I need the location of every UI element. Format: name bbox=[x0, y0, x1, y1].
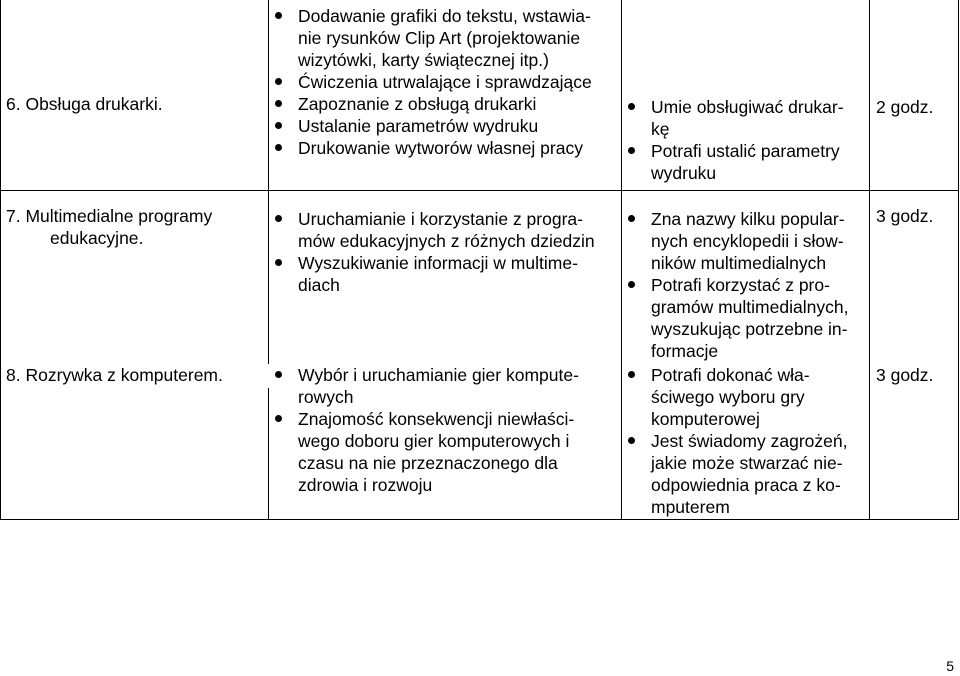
column-divider-1b bbox=[268, 388, 269, 520]
table-border-left bbox=[0, 0, 1, 520]
list-item: Potrafi ustalić parametry wydruku bbox=[627, 140, 844, 184]
list-item: Ćwiczenia utrwalające i sprawdzające bbox=[274, 71, 592, 93]
list-item: Ustalanie parametrów wydruku bbox=[274, 115, 583, 137]
column-divider-3 bbox=[869, 0, 870, 520]
list-item: Zna nazwy kilku popular- nych encyklopedii i słow- ników multimedialnych bbox=[627, 208, 848, 274]
list-item: Uruchamianie i korzystanie z progra- mów edukacyjnych z różnych dziedzin bbox=[274, 208, 595, 252]
table-border-bottom bbox=[0, 519, 959, 520]
row-divider bbox=[0, 190, 959, 191]
list-item: Dodawanie grafiki do tekstu, wstawia- nie rysunków Clip Art (projektowanie wizytówki, karty świątecznej itp.) bbox=[274, 5, 592, 71]
list-item: Jest świadomy zagrożeń, jakie może stwarzać nie- odpowiednia praca z ko- mputerem bbox=[627, 430, 847, 518]
column-divider-1 bbox=[268, 0, 269, 364]
row-2-hours: 3 godz. bbox=[876, 206, 934, 226]
table-border-right bbox=[958, 0, 959, 520]
row-1-outcomes bbox=[627, 96, 844, 184]
list-item: Potrafi dokonać wła- ściwego wyboru gry komputerowej bbox=[627, 364, 847, 430]
row-3-hours: 3 godz. bbox=[876, 365, 934, 385]
list-item: Wybór i uruchamianie gier kompute- rowych bbox=[274, 364, 579, 408]
row-1-content bbox=[274, 93, 583, 159]
row-3-outcomes bbox=[627, 364, 847, 518]
list-item: Drukowanie wytworów własnej pracy bbox=[274, 137, 583, 159]
list-item: Zapoznanie z obsługą drukarki bbox=[274, 93, 583, 115]
page-number: 5 bbox=[946, 658, 954, 674]
row-2-outcomes bbox=[627, 208, 848, 362]
row-2-content bbox=[274, 208, 595, 296]
list-item: Umie obsługiwać drukar- kę bbox=[627, 96, 844, 140]
row-0-content bbox=[274, 5, 592, 93]
list-item: Znajomość konsekwencji niewłaści- wego doboru gier komputerowych i czasu na nie przeznaczonego dla zdrowia i rozwoju bbox=[274, 408, 579, 496]
row-1-hours: 2 godz. bbox=[876, 97, 934, 117]
list-item: Wyszukiwanie informacji w multime- diach bbox=[274, 252, 595, 296]
column-divider-2 bbox=[621, 0, 622, 520]
row-3-topic: 8. Rozrywka z komputerem. bbox=[6, 365, 223, 385]
row-2-topic: 7. Multimedialne programy edukacyjne. bbox=[6, 206, 213, 248]
row-3-content bbox=[274, 364, 579, 496]
list-item: Potrafi korzystać z pro- gramów multimedialnych, wyszukując potrzebne in- formacje bbox=[627, 274, 848, 362]
row-1-topic: 6. Obsługa drukarki. bbox=[6, 94, 163, 114]
